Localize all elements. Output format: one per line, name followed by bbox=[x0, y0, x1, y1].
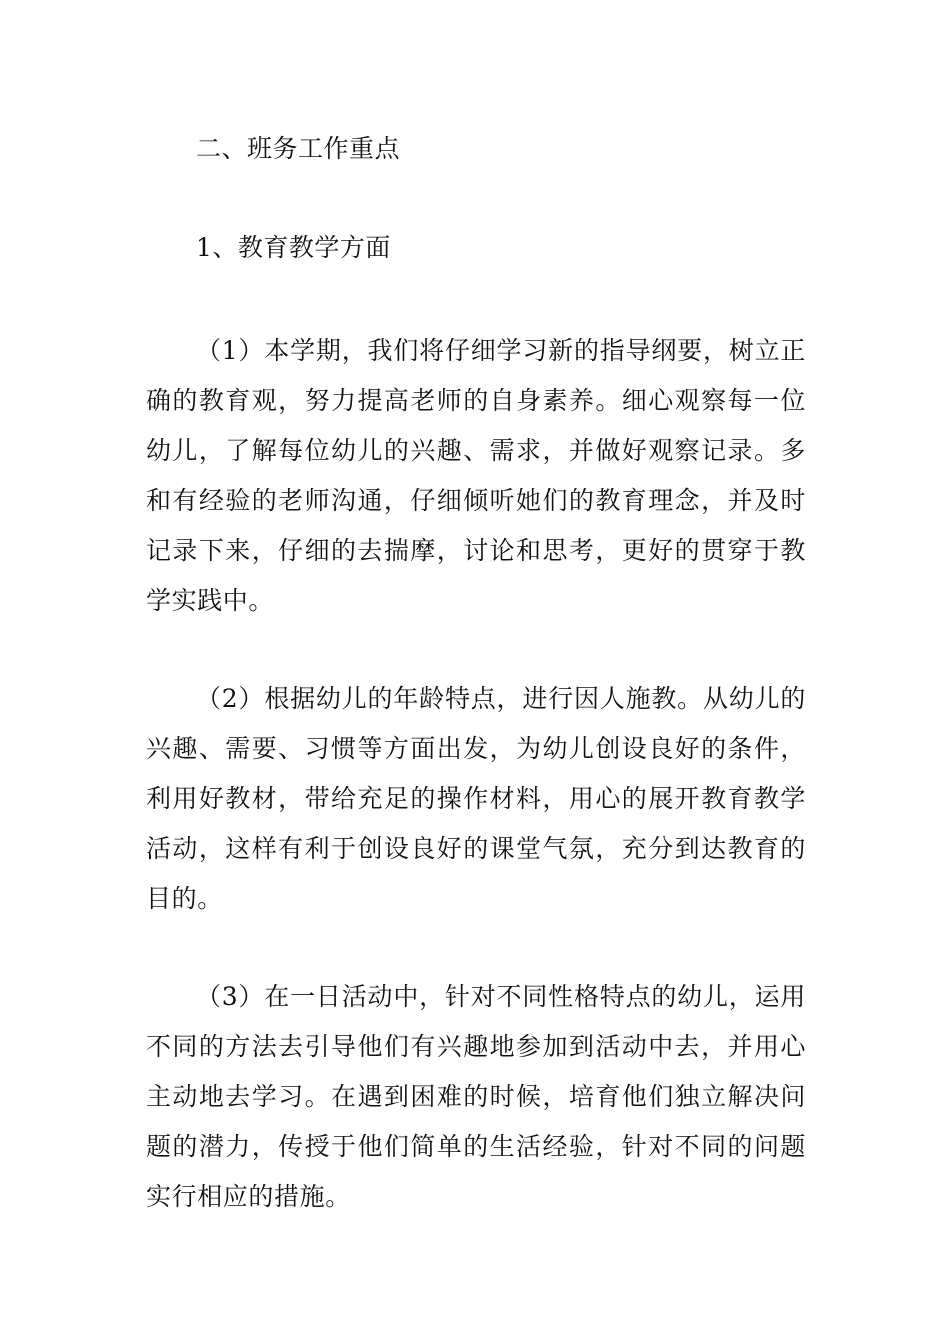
paragraph-2: （2）根据幼儿的年龄特点，进行因人施教。从幼儿的兴趣、需要、习惯等方面出发，为幼儿创设良好的条件，利用好教材，带给充足的操作材料，用心的展开教育教学活动，这样有利于创设良好的课堂气氛，充分到达教育的目的。 bbox=[146, 684, 806, 913]
paragraph-3: （3）在一日活动中，针对不同性格特点的幼儿，运用不同的方法去引导他们有兴趣地参加到活动中去，并用心主动地去学习。在遇到困难的时候，培育他们独立解决问题的潜力，传授于他们简单的生活经验，针对不同的问题实行相应的措施。 bbox=[146, 982, 806, 1211]
subsection-heading: 1、教育教学方面 bbox=[196, 233, 391, 262]
section-heading: 二、班务工作重点 bbox=[196, 134, 401, 163]
paragraph-1: （1）本学期，我们将仔细学习新的指导纲要，树立正确的教育观，努力提高老师的自身素养。细心观察每一位幼儿，了解每位幼儿的兴趣、需求，并做好观察记录。多和有经验的老师沟通，仔细倾听她们的教育理念，并及时记录下来，仔细的去揣摩，讨论和思考，更好的贯穿于教学实践中。 bbox=[146, 336, 806, 615]
